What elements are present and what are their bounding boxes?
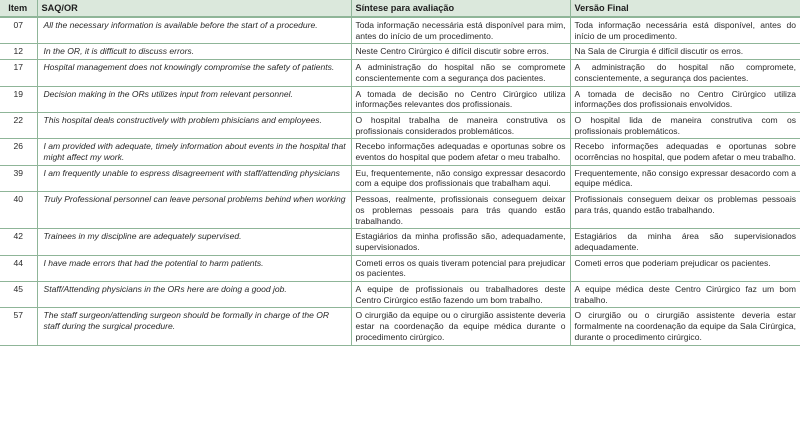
item-number: 44: [0, 255, 37, 281]
sintese-text: A equipe de profissionais ou trabalhadores deste Centro Cirúrgico estão fazendo um bom trabalho.: [351, 282, 570, 308]
saq-text: In the OR, it is difficult to discuss errors.: [37, 44, 351, 60]
table-row: [0, 112, 800, 138]
table-row: [0, 60, 800, 86]
item-number: 45: [0, 282, 37, 308]
sintese-text: Pessoas, realmente, profissionais conseguem deixar os problemas pessoais para trás quando estão trabalhando.: [351, 192, 570, 229]
table-row: [0, 282, 800, 308]
sintese-text: O hospital trabalha de maneira construtiva os profissionais considerados problemáticos.: [351, 112, 570, 138]
table-row: [0, 17, 800, 44]
saq-text: All the necessary information is available before the start of a procedure.: [37, 17, 351, 44]
table-row: [0, 192, 800, 229]
saq-text: I am frequently unable to espress disagreement with staff/attending physicians: [37, 165, 351, 191]
item-number: 12: [0, 44, 37, 60]
saq-text: Decision making in the ORs utilizes input from relevant personnel.: [37, 86, 351, 112]
table-row: [0, 139, 800, 165]
versao-final-text: Toda informação necessária está disponível, antes do início de um procedimento.: [570, 17, 800, 44]
saq-text: Hospital management does not knowingly compromise the safety of patients.: [37, 60, 351, 86]
item-number: 07: [0, 17, 37, 44]
sintese-text: O cirurgião da equipe ou o cirurgião assistente deveria estar na coordenação da equipe médica durante o procedimento cirúrgico.: [351, 308, 570, 345]
versao-final-text: A equipe médica deste Centro Cirúrgico faz um bom trabalho.: [570, 282, 800, 308]
item-number: 39: [0, 165, 37, 191]
sintese-text: Cometi erros os quais tiveram potencial para prejudicar os pacientes.: [351, 255, 570, 281]
saq-text: Staff/Attending physicians in the ORs here are doing a good job.: [37, 282, 351, 308]
saq-text: I have made errors that had the potential to harm patients.: [37, 255, 351, 281]
sintese-text: A tomada de decisão no Centro Cirúrgico utiliza informações relevantes dos profissionais.: [351, 86, 570, 112]
versao-final-text: O cirurgião ou o cirurgião assistente deveria estar formalmente na coordenação da equipe da Sala Cirúrgica, durante o procedimento cirúrgico.: [570, 308, 800, 345]
table-row: [0, 165, 800, 191]
item-number: 42: [0, 229, 37, 255]
header-sintese: Síntese para avaliação: [351, 0, 570, 17]
table-row: [0, 308, 800, 345]
versao-final-text: A administração do hospital não compromete, conscientemente, a segurança dos pacientes.: [570, 60, 800, 86]
sintese-text: Eu, frequentemente, não consigo expressar desacordo com a equipe dos profissionais que trabalham aqui.: [351, 165, 570, 191]
table-header-row: [0, 0, 800, 17]
sintese-text: Toda informação necessária está disponível para mim, antes do início de um procedimento.: [351, 17, 570, 44]
item-number: 19: [0, 86, 37, 112]
versao-final-text: Estagiários da minha área são supervisionados adequadamente.: [570, 229, 800, 255]
versao-final-text: O hospital lida de maneira construtiva com os profissionais problemáticos.: [570, 112, 800, 138]
saq-text: The staff surgeon/attending surgeon should be formally in charge of the OR staff during the surgical procedure.: [37, 308, 351, 345]
sintese-text: A administração do hospital não se compromete conscientemente com a segurança dos pacientes.: [351, 60, 570, 86]
table-row: [0, 44, 800, 60]
saq-text: I am provided with adequate, timely information about events in the hospital that might affect my work.: [37, 139, 351, 165]
sintese-text: Estagiários da minha profissão são, adequadamente, supervisionados.: [351, 229, 570, 255]
versao-final-text: Cometi erros que poderiam prejudicar os pacientes.: [570, 255, 800, 281]
item-number: 26: [0, 139, 37, 165]
versao-final-text: Profissionais conseguem deixar os problemas pessoais para trás, quando estão trabalhando.: [570, 192, 800, 229]
sintese-text: Recebo informações adequadas e oportunas sobre os eventos do hospital que podem afetar o meu trabalho.: [351, 139, 570, 165]
saq-text: Truly Professional personnel can leave personal problems behind when working: [37, 192, 351, 229]
versao-final-text: Frequentemente, não consigo expressar desacordo com a equipe médica.: [570, 165, 800, 191]
table-row: [0, 229, 800, 255]
saq-text: Trainees in my discipline are adequately supervised.: [37, 229, 351, 255]
item-number: 57: [0, 308, 37, 345]
table-row: [0, 86, 800, 112]
versao-final-text: A tomada de decisão no Centro Cirúrgico utiliza informações dos profissionais envolvidos.: [570, 86, 800, 112]
item-number: 22: [0, 112, 37, 138]
item-number: 17: [0, 60, 37, 86]
versao-final-text: Na Sala de Cirurgia é difícil discutir os erros.: [570, 44, 800, 60]
header-item: Item: [0, 0, 37, 17]
item-number: 40: [0, 192, 37, 229]
header-versao-final: Versão Final: [570, 0, 800, 17]
header-saq-or: SAQ/OR: [37, 0, 351, 17]
sintese-text: Neste Centro Cirúrgico é difícil discutir sobre erros.: [351, 44, 570, 60]
saq-text: This hospital deals constructively with problem phisicians and employees.: [37, 112, 351, 138]
table-row: [0, 255, 800, 281]
versao-final-text: Recebo informações adequadas e oportunas sobre ocorrências no hospital, que podem afetar o meu trabalho.: [570, 139, 800, 165]
